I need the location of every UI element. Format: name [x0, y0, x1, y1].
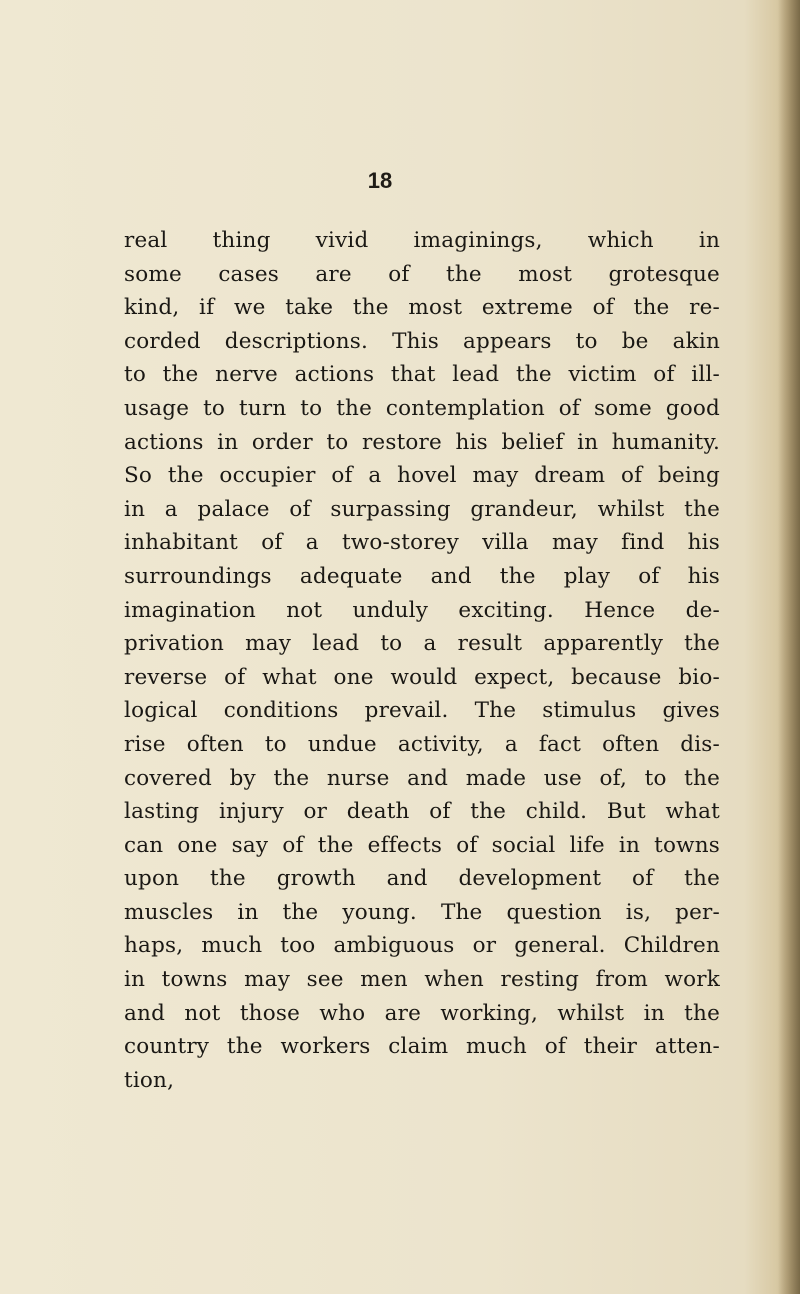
text-line: imagination not unduly exciting. Hence de- — [124, 597, 720, 623]
text-line: muscles in the young. The question is, per- — [124, 899, 720, 925]
text-line: in a palace of surpassing grandeur, whilst the — [124, 496, 720, 522]
text-line: corded descriptions. This appears to be akin — [124, 328, 720, 354]
text-line: reverse of what one would expect, because bio- — [124, 664, 720, 690]
text-line: upon the growth and development of the — [124, 866, 720, 892]
text-line: So the occupier of a hovel may dream of being — [124, 463, 720, 489]
page-edge-shadow — [778, 0, 800, 1294]
text-line: rise often to undue activity, a fact often dis- — [124, 731, 720, 757]
text-line: and not those who are working, whilst in the — [124, 1000, 720, 1026]
text-line: some cases are of the most grotesque — [124, 261, 720, 287]
body-text — [124, 224, 720, 1097]
text-line: surroundings adequate and the play of his — [124, 563, 720, 589]
page-number: 18 — [367, 168, 393, 193]
text-line: logical conditions prevail. The stimulus gives — [124, 698, 720, 724]
text-line: lasting injury or death of the child. But what — [124, 799, 720, 825]
text-line: kind, if we take the most extreme of the re- — [124, 295, 720, 321]
text-line: usage to turn to the contemplation of some good — [124, 395, 720, 421]
text-line: covered by the nurse and made use of, to the — [124, 765, 720, 791]
text-line: country the workers claim much of their atten- — [124, 1034, 720, 1060]
text-line: privation may lead to a result apparently the — [124, 631, 720, 657]
text-line: to the nerve actions that lead the victim of ill- — [124, 362, 720, 388]
text-line: can one say of the effects of social life in towns — [124, 832, 720, 858]
text-line: haps, much too ambiguous or general. Children — [124, 933, 720, 959]
text-line: actions in order to restore his belief in humanity. — [124, 429, 720, 455]
text-line: inhabitant of a two-storey villa may find his — [124, 530, 720, 556]
text-line: tion, — [124, 1067, 175, 1093]
text-line: real thing vivid imaginings, which in — [124, 228, 720, 253]
text-line: in towns may see men when resting from work — [124, 967, 720, 993]
